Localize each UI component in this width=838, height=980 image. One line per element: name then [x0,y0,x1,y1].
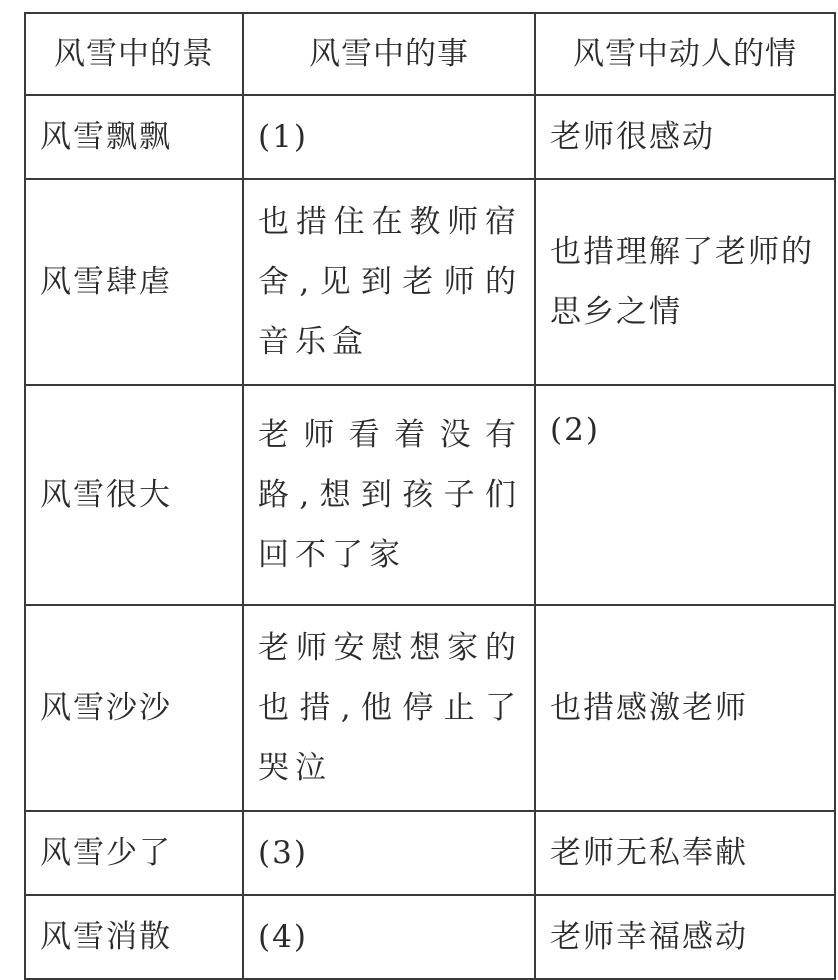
header-event: 风雪中的事 [243,13,535,95]
table-header-row [25,13,835,95]
table-row [25,811,835,895]
table-row [25,179,835,385]
emotion-cell: 也措理解了老师的思乡之情 [535,179,835,385]
emotion-cell: 老师幸福感动 [535,895,835,979]
scene-cell: 风雪很大 [25,385,243,605]
table-row [25,895,835,979]
table-row [25,95,835,179]
table-row [25,385,835,605]
emotion-cell: 老师很感动 [535,95,835,179]
fill-in-table [24,12,836,980]
scene-cell: 风雪消散 [25,895,243,979]
header-scene: 风雪中的景 [25,13,243,95]
header-emotion: 风雪中动人的情 [535,13,835,95]
event-blank-cell: (3) [243,811,535,895]
table-row [25,605,835,811]
emotion-blank-cell: (2) [535,385,835,605]
event-blank-cell: (4) [243,895,535,979]
event-cell: 老师看着没有路,想到孩子们回不了家 [243,385,535,605]
emotion-cell: 也措感激老师 [535,605,835,811]
event-cell: 老师安慰想家的也措,他停止了哭泣 [243,605,535,811]
event-cell: 也措住在教师宿舍,见到老师的音乐盒 [243,179,535,385]
scene-cell: 风雪肆虐 [25,179,243,385]
scene-cell: 风雪飘飘 [25,95,243,179]
scene-cell: 风雪少了 [25,811,243,895]
emotion-cell: 老师无私奉献 [535,811,835,895]
scene-cell: 风雪沙沙 [25,605,243,811]
event-blank-cell: (1) [243,95,535,179]
